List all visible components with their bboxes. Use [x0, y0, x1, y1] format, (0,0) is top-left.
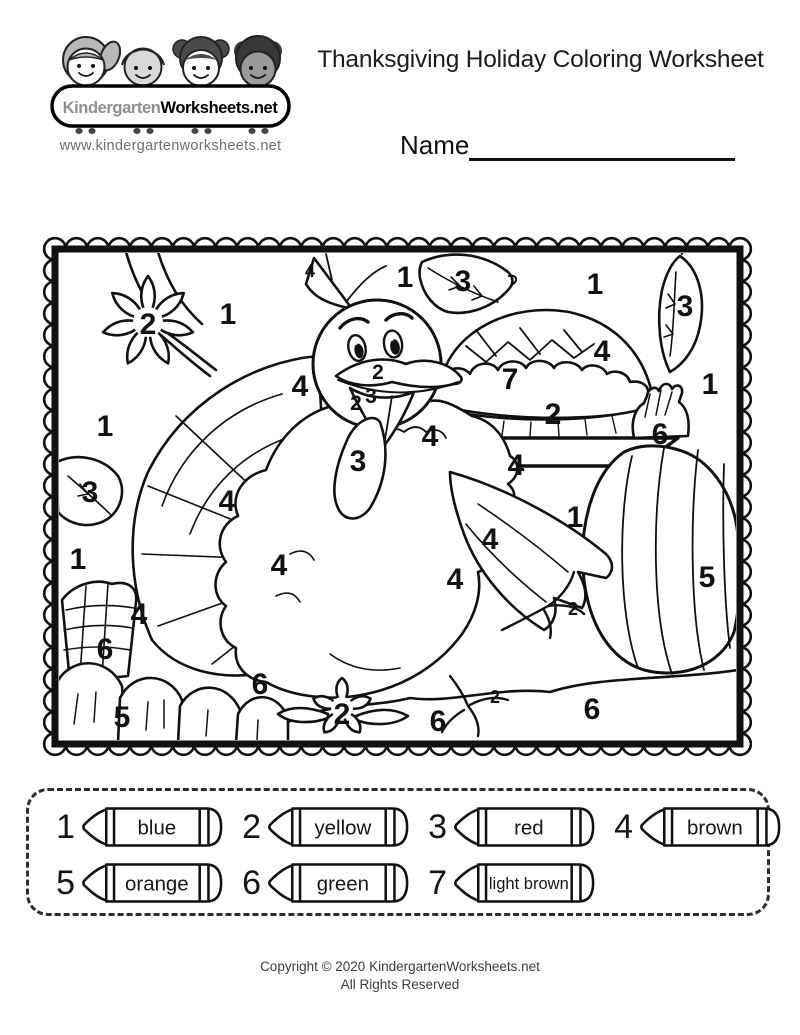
color-number-background-right: 1 [701, 368, 719, 401]
crayon-icon [637, 801, 783, 853]
logo-kid-girl1 [63, 37, 124, 86]
crayon-icon [79, 857, 225, 909]
color-number-upper-beak: 2 [372, 361, 384, 384]
rights-line: All Rights Reserved [340, 977, 460, 992]
color-number-tail-bottom: 4 [130, 598, 148, 631]
color-number-lower-beak-right: 3 [365, 385, 377, 408]
crayon-number: 3 [428, 808, 447, 846]
crayon-number: 4 [614, 808, 633, 846]
color-number-background-left-lower: 1 [69, 543, 87, 576]
crayon-color-label: light brown [488, 873, 569, 893]
page-title: Thanksgiving Holiday Coloring Worksheet [317, 46, 764, 73]
color-number-pie-dome: 4 [593, 335, 611, 368]
color-number-top-middle-leaf: 3 [454, 265, 472, 298]
copyright-line: Copyright © 2020 KindergartenWorksheets.net [260, 959, 540, 974]
coloring-scene-svg [30, 224, 765, 759]
color-number-sky-top-left: 1 [219, 298, 237, 331]
color-number-raised-foot: 2 [567, 599, 579, 619]
color-number-right-edge-leaf: 3 [676, 290, 694, 323]
crayon-icon [79, 801, 225, 853]
color-number-sky-top-right: 1 [586, 268, 604, 301]
color-number-grass-mound: 5 [113, 701, 131, 734]
color-number-background-left: 1 [96, 410, 114, 443]
color-number-tail-middle: 4 [218, 485, 236, 518]
crayon-icon [265, 857, 411, 909]
name-blank-line [469, 134, 735, 161]
color-number-standing-foot: 2 [489, 687, 501, 707]
color-number-pumpkin-body: 5 [698, 561, 716, 594]
key-crayon-yellow [227, 801, 411, 853]
name-row [400, 130, 735, 161]
color-number-head-tuft-feather: 4 [304, 261, 316, 281]
crayon-color-label: red [514, 816, 544, 840]
logo-kid-feet [75, 128, 268, 134]
color-number-neck-fluff: 4 [421, 420, 439, 453]
footer [0, 958, 800, 994]
crayon-color-label: orange [125, 872, 189, 896]
color-number-corn-cob: 6 [96, 633, 114, 666]
svg-text:KindergartenWorksheets.net [63, 99, 279, 117]
key-crayon-green [227, 857, 411, 909]
crayon-icon [451, 801, 597, 853]
color-number-chest-lower: 4 [481, 523, 499, 556]
color-number-pie-crust: 2 [544, 398, 562, 431]
crayon-number: 7 [428, 864, 447, 902]
logo-brand-black: Worksheets.net [160, 99, 278, 117]
crayon-number: 5 [56, 864, 75, 902]
color-number-chest-fluff-right: 4 [507, 449, 525, 482]
crayon-color-label: blue [137, 816, 177, 840]
site-url: www.kindergartenworksheets.net [59, 138, 282, 154]
color-number-bottom-flower: 2 [333, 698, 351, 731]
crayon-number: 2 [242, 808, 261, 846]
color-number-background-mid-right: 1 [566, 501, 584, 534]
color-number-body-lower: 4 [446, 563, 464, 596]
key-crayon-orange [41, 857, 225, 909]
crayon-color-label: brown [687, 816, 743, 840]
color-number-lower-beak-left: 2 [350, 392, 362, 415]
crayon-number: 6 [242, 864, 261, 902]
key-crayon-brown [599, 801, 783, 853]
key-crayon-blue [41, 801, 225, 853]
logo-brand-gray: Kindergarten [62, 99, 161, 117]
name-label: Name [400, 130, 470, 160]
color-number-wattle: 3 [349, 445, 367, 478]
color-number-body-left: 4 [270, 549, 288, 582]
color-number-pumpkin-stem: 6 [651, 418, 669, 451]
color-number-sky-above-head: 1 [396, 261, 414, 294]
color-number-grass-right: 6 [583, 693, 601, 726]
color-key [26, 788, 770, 916]
key-crayon-red [413, 801, 597, 853]
crayon-color-label: yellow [314, 816, 372, 840]
crayon-icon [265, 801, 411, 853]
color-number-pie-filling-band: 7 [501, 363, 519, 396]
color-number-top-left-flower: 2 [139, 308, 157, 341]
kids-logo-icon [48, 34, 293, 140]
color-number-left-edge-leaf: 3 [81, 476, 99, 509]
crayon-number: 1 [56, 808, 75, 846]
crayon-grid [41, 801, 755, 907]
logo-kid-boy2 [234, 35, 282, 87]
color-number-tail-upper-lobe: 4 [291, 370, 309, 403]
crayon-icon [451, 857, 597, 909]
coloring-picture [30, 224, 765, 759]
logo-kid-girl2 [173, 37, 229, 86]
color-number-grass-mid-left: 6 [251, 668, 269, 701]
site-logo [48, 34, 293, 145]
logo-kid-boy1 [122, 49, 164, 86]
key-crayon-light-brown [413, 857, 597, 909]
crayon-color-label: green [316, 872, 370, 896]
color-number-grass-mid: 6 [429, 705, 447, 738]
